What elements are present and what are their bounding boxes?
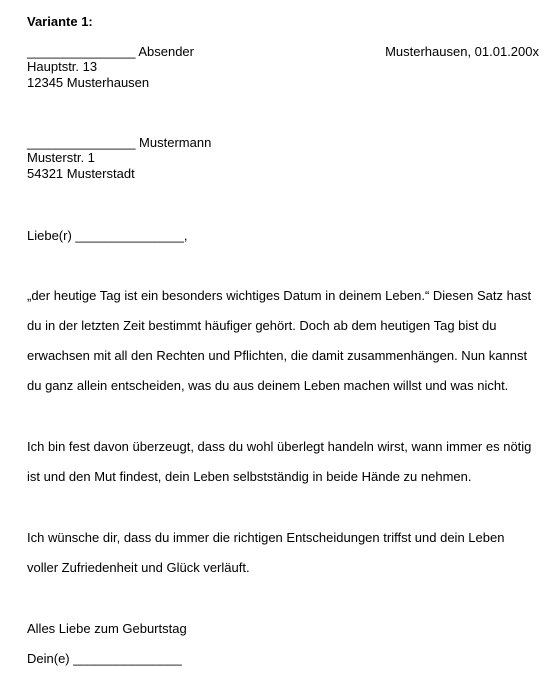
- paragraph1-line: du in der letzten Zeit bestimmt häufiger gehört. Doch ab dem heutigen Tag bist du: [27, 318, 497, 333]
- recipient-name-line: _______________ Mustermann: [27, 135, 212, 150]
- variant-heading: Variante 1:: [27, 14, 93, 29]
- paragraph2-line: Ich bin fest davon überzeugt, dass du wohl überlegt handeln wirst, wann immer es nötig: [27, 439, 532, 454]
- place-date: Musterhausen, 01.01.200x: [385, 44, 539, 59]
- recipient-city: 54321 Musterstadt: [27, 166, 135, 181]
- signature-line: Dein(e) _______________: [27, 651, 182, 666]
- paragraph3-line: Ich wünsche dir, dass du immer die richtigen Entscheidungen triffst und dein Leben: [27, 530, 505, 545]
- paragraph1-line: du ganz allein entscheiden, was du aus deinem Leben machen willst und was nicht.: [27, 378, 509, 393]
- paragraph2-line: ist und den Mut findest, dein Leben selbstständig in beide Hände zu nehmen.: [27, 469, 472, 484]
- sender-city: 12345 Musterhausen: [27, 75, 150, 90]
- sender-name-line: _______________ Absender: [27, 44, 194, 59]
- recipient-street: Musterstr. 1: [27, 150, 95, 165]
- paragraph1-line: erwachsen mit all den Rechten und Pflichten, die damit zusammenhängen. Nun kannst: [27, 348, 528, 363]
- closing: Alles Liebe zum Geburtstag: [27, 621, 187, 636]
- paragraph3-line: voller Zufriedenheit und Glück verläuft.: [27, 560, 250, 575]
- salutation: Liebe(r) _______________,: [27, 228, 188, 243]
- paragraph1-line: „der heutige Tag ist ein besonders wichtiges Datum in deinem Leben.“ Diesen Satz hast: [27, 288, 532, 303]
- sender-street: Hauptstr. 13: [27, 59, 98, 74]
